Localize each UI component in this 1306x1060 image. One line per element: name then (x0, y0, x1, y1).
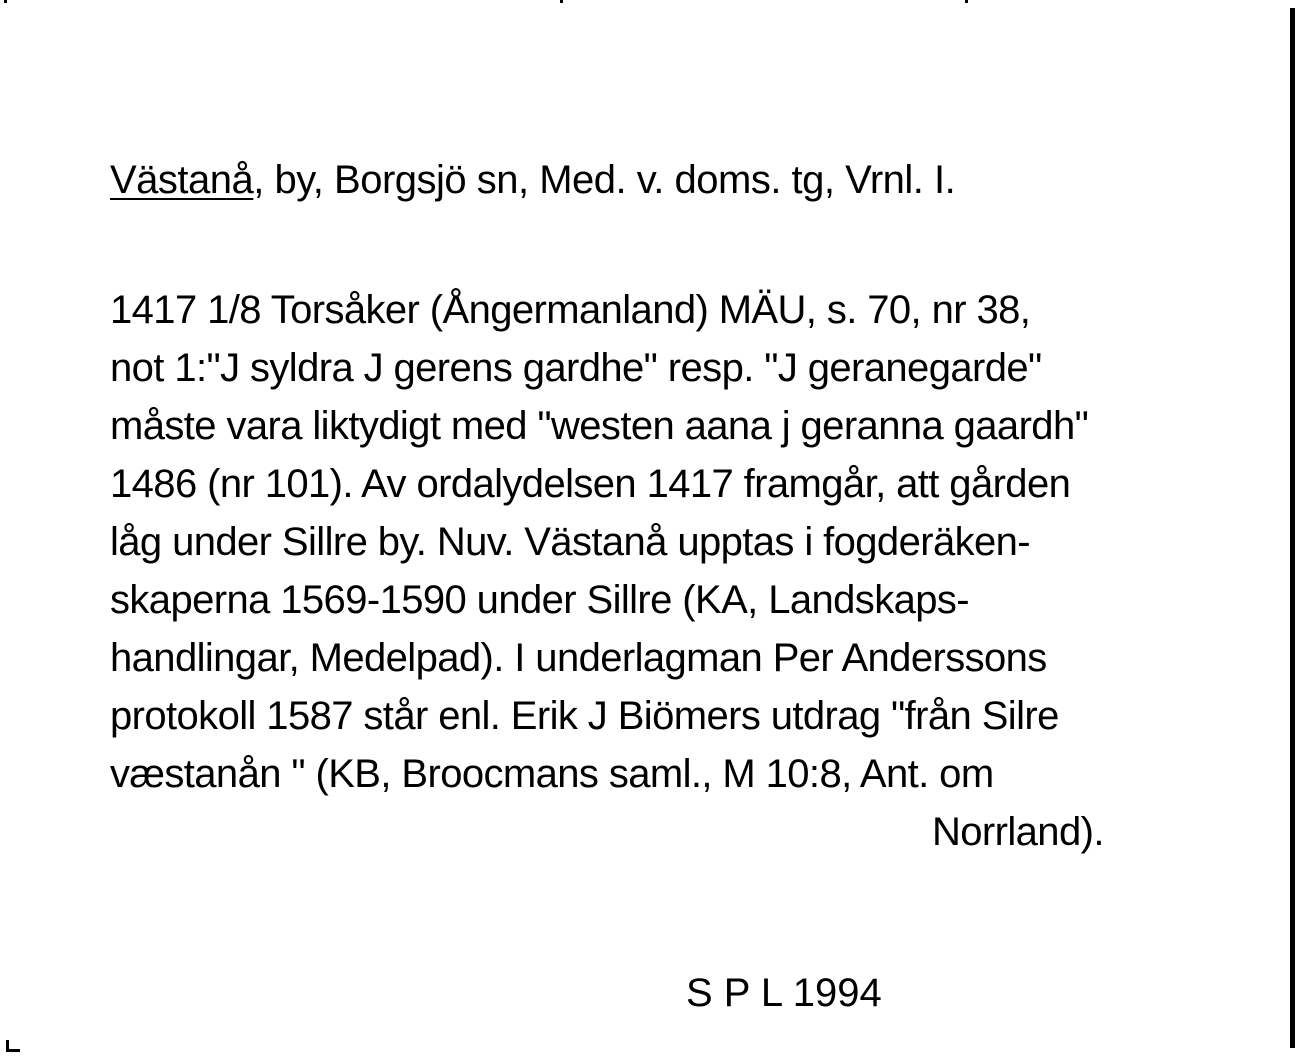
body-line: protokoll 1587 står enl. Erik J Biömers utdrag "från Silre (110, 694, 1059, 738)
heading-details: , by, Borgsjö sn, Med. v. doms. tg, Vrnl. I. (253, 158, 956, 202)
scan-speck (4, 0, 7, 3)
card-body (110, 281, 1270, 861)
scan-speck (965, 0, 968, 3)
body-line: væstanån " (KB, Broocmans saml., M 10:8, Ant. om (110, 752, 994, 796)
body-line: måste vara liktydigt med "westen aana j geranna gaardh" (110, 404, 1089, 448)
body-line: 1417 1/8 Torsåker (Ångermanland) MÄU, s. 70, nr 38, (110, 288, 1031, 332)
corner-mark (6, 1040, 20, 1052)
card-heading (110, 150, 955, 210)
card-right-border (1290, 8, 1295, 1048)
body-line: not 1:"J syldra J gerens gardhe" resp. "J geranegarde" (110, 346, 1042, 390)
signature: S P L 1994 (686, 971, 882, 1015)
body-line: låg under Sillre by. Nuv. Västanå upptas i fogderäken- (110, 520, 1031, 564)
body-line: skaperna 1569-1590 under Sillre (KA, Landskaps- (110, 578, 970, 622)
body-line: 1486 (nr 101). Av ordalydelsen 1417 framgår, att gården (110, 462, 1071, 506)
body-line: handlingar, Medelpad). I underlagman Per Anderssons (110, 636, 1047, 680)
place-name: Västanå (110, 158, 254, 202)
scan-speck (560, 0, 563, 3)
body-line-end: Norrland). (932, 810, 1104, 854)
